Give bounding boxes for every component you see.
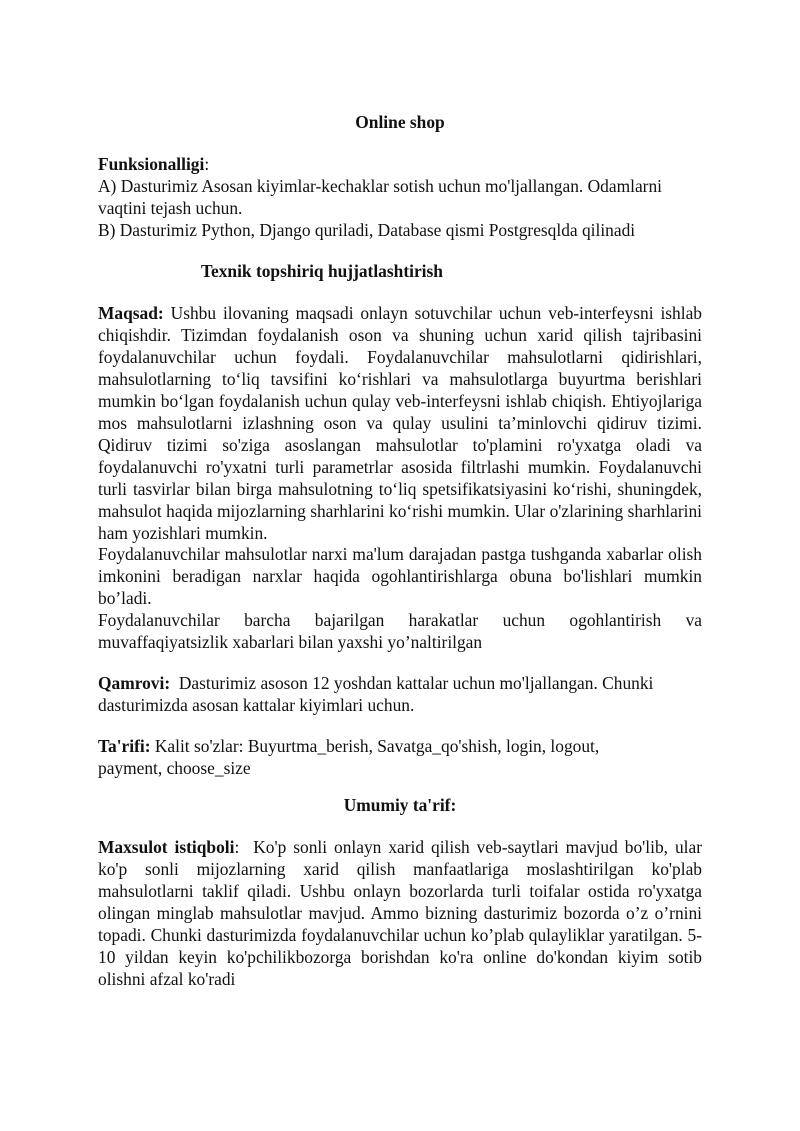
section-funksionalligi <box>98 154 702 242</box>
tarifi-text-1: Kalit so'zlar: Buyurtma_berish, Savatga_qo'shish, login, logout, <box>154 735 600 756</box>
tarifi-line-1 <box>98 736 702 758</box>
funksionalligi-heading <box>98 154 702 176</box>
maxsulot-label: Maxsulot istiqboli <box>98 837 235 858</box>
qamrovi-label: Qamrovi: <box>98 672 171 693</box>
document-page <box>98 112 702 1010</box>
section-tarifi <box>98 736 702 780</box>
umumiy-title: Umumiy ta'rif: <box>343 794 457 815</box>
section-qamrovi <box>98 673 702 717</box>
document-title: Online shop <box>355 112 445 132</box>
funksionalligi-label: Funksionalligi <box>98 153 205 174</box>
maqsad-label: Maqsad: <box>98 303 164 324</box>
tarifi-line-2: payment, choose_size <box>98 757 251 778</box>
maqsad-paragraph-2: Foydalanuvchilar mahsulotlar narxi ma'lum darajadan pastga tushganda xabarlar olish imkonini beradigan narxlar haqida ogohlantirishlarga obuna bo'lishlari mumkin bo’ladi. <box>98 544 702 609</box>
maqsad-paragraph-3: Foydalanuvchilar barcha bajarilgan harakatlar uchun ogohlantirish va muvaffaqiyatsizlik xabarlari bilan yaxshi yo’naltirilgan <box>98 610 702 653</box>
section-maxsulot <box>98 837 702 990</box>
maxsulot-text: Ko'p sonli onlayn xarid qilish veb-saytlari mavjud bo'lib, ular ko'p sonli mijozlarning xarid qilish manfaatlariga moslashtirilgan ko'plab mahsulotlarni taklif qiladi. Ushbu onlayn bozorlarda turli toifalar ostida ro'yxatga olingan minglab mahsulotlar mavjud. Ammo bizning dasturimiz bozorda o’z o’rnini topadi. Chunki dasturimizda foydalanuvchilar uchun ko’plab qulayliklar yaratilgan. 5-10 yildan keyin ko'pchilikbozorga borishdan ko'ra online do'kondan kiyim sotib olishni afzal ko'radi <box>98 837 703 989</box>
texnik-title: Texnik topshiriq hujjatlashtirish <box>201 260 443 281</box>
funksionalligi-item-b: B) Dasturimiz Python, Django quriladi, Database qismi Postgresqlda qilinadi <box>98 219 636 240</box>
funksionalligi-item-a: A) Dasturimiz Asosan kiyimlar-kechaklar sotish uchun mo'ljallangan. Odamlarni vaqtini tejash uchun. <box>98 175 662 218</box>
maxsulot-paragraph <box>98 837 702 990</box>
maqsad-paragraph-1 <box>98 303 702 544</box>
maxsulot-colon: : <box>234 837 240 858</box>
section-maqsad <box>98 303 702 654</box>
maqsad-text-1: Ushbu ilovaning maqsadi onlayn sotuvchilar uchun veb-interfeysni ishlab chiqishdir. Tizimdan foydalanish oson va shuning uchun xarid qilish tajribasini foydalanuvchilar uchun foydali. Foydalanuvchilar mahsulotlarni qidirishlari, mahsulotlarning to‘liq tavsifini ko‘rishlari va mahsulotlarga buyurtma berishlari mumkin bo‘lgan foydalanish uchun qulay veb-interfeysni ishlab chiqish. Ehtiyojlariga mos mahsulotlarni izlashning oson va qulay usulini ta’minlovchi qidiruv tizimi. Qidiruv tizimi so'ziga asoslangan mahsulotlar to'plamini ro'yxatga oladi va foydalanuvchi ro'yxatni turli parametrlar asosida filtrlashi mumkin. Foydalanuvchi turli tasvirlar bilan birga mahsulotning to‘liq spetsifikatsiyasini ko‘rishi, shuningdek, mahsulot haqida mijozlarning sharhlarini ko‘rishi mumkin. Ular o'zlarining sharhlarini ham yozishlari mumkin. <box>98 303 702 543</box>
qamrovi-paragraph <box>98 673 702 717</box>
funksionalligi-colon: : <box>204 153 210 174</box>
qamrovi-text: Dasturimiz asoson 12 yoshdan kattalar uchun mo'ljallangan. Chunki dasturimizda asosan kattalar kiyimlari uchun. <box>98 672 654 715</box>
tarifi-label: Ta'rifi: <box>98 735 151 756</box>
